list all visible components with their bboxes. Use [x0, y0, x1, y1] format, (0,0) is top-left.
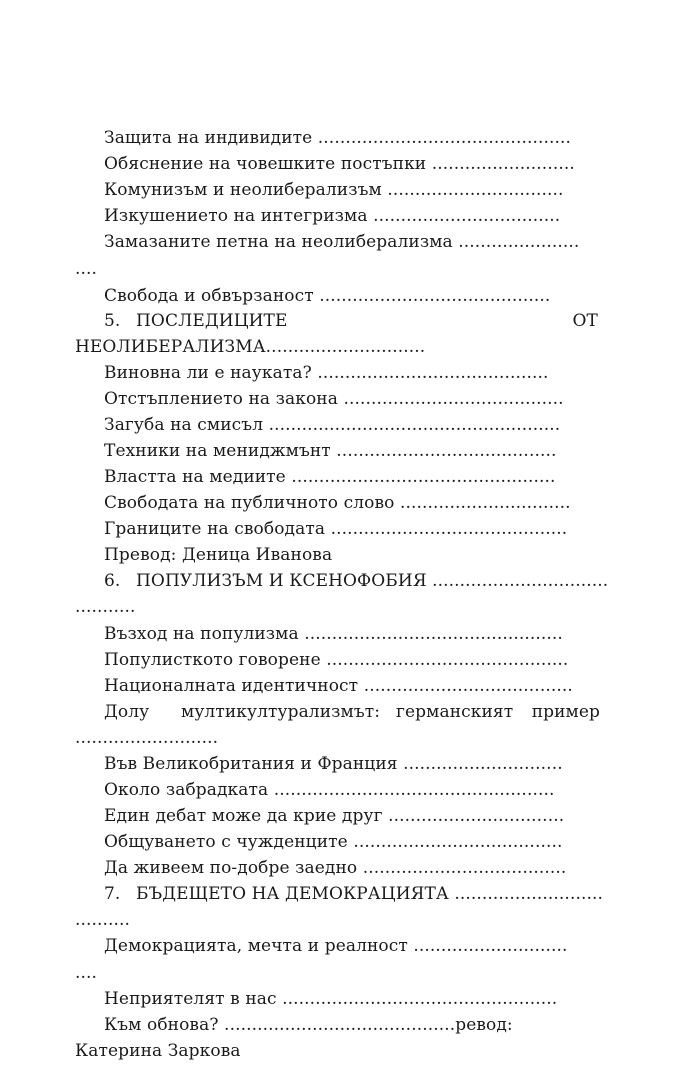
toc-entry: Възход на популизма ...............................................: [104, 624, 563, 644]
toc-entry: Защита на индивидите ..............................................: [104, 128, 571, 148]
toc-entry-continuation: ..........................: [75, 728, 219, 748]
toc-entry-continuation: ....: [75, 259, 98, 279]
toc-word: германският: [396, 702, 514, 722]
toc-word: пример: [531, 702, 600, 722]
toc-entry: Неприятелят в нас ..................................................: [104, 989, 558, 1009]
toc-entry-continuation: ....: [75, 963, 98, 983]
chapter-number: 7.: [104, 884, 121, 904]
chapter-title-part: ПОСЛЕДИЦИТЕ: [136, 311, 288, 331]
toc-entry: Виновна ли е науката? ..........................................: [104, 363, 549, 383]
toc-entry: Около забрадката ...................................................: [104, 780, 555, 800]
chapter-title-continuation: ..........: [75, 910, 131, 930]
toc-entry: Общуването с чужденците ......................................: [104, 832, 563, 852]
chapter-number: 6.: [104, 571, 121, 591]
toc-entry: Демокрацията, мечта и реалност ............................: [104, 936, 568, 956]
toc-entry: Националната идентичност ......................................: [104, 676, 573, 696]
chapter-title: ПОПУЛИЗЪМ И КСЕНОФОБИЯ ................................: [136, 571, 609, 591]
toc-word: мултикултурализмът:: [181, 702, 381, 722]
chapter-heading: 5. ПОСЛЕДИЦИТЕ ОТ: [104, 311, 598, 331]
toc-entry: Замазаните петна на неолиберализма ......................: [104, 232, 580, 252]
translator-credit: Катерина Заркова: [75, 1041, 241, 1061]
toc-entry: Комунизъм и неолиберализъм ................................: [104, 180, 564, 200]
toc-entry: Техники на мениджмънт ........................................: [104, 441, 557, 461]
toc-entry: Свобода и обвързаност ..........................................: [104, 286, 551, 306]
toc-entry: Един дебат може да крие друг ................................: [104, 806, 565, 826]
toc-entry: Към обнова? ..........................................ревод:: [104, 1015, 513, 1035]
translator-credit: Превод: Деница Иванова: [104, 545, 333, 565]
toc-entry: Свободата на публичното слово ...............................: [104, 493, 571, 513]
chapter-title-part: ОТ: [572, 311, 598, 331]
toc-entry: Популисткото говорене ............................................: [104, 650, 569, 670]
toc-entry: Във Великобритания и Франция .............................: [104, 754, 563, 774]
chapter-title-continuation: ...........: [75, 597, 136, 617]
toc-entry: Властта на медиите ................................................: [104, 467, 556, 487]
toc-entry: Границите на свободата ...........................................: [104, 519, 568, 539]
toc-entry: Изкушението на интегризма ..................................: [104, 206, 561, 226]
toc-entry: Обяснение на човешките постъпки ..........................: [104, 154, 575, 174]
toc-entry: Отстъплението на закона ........................................: [104, 389, 564, 409]
chapter-title-continuation: НЕОЛИБЕРАЛИЗМА.............................: [75, 337, 426, 357]
toc-entry: Загуба на смисъл .....................................................: [104, 415, 561, 435]
chapter-title: БЪДЕЩЕТО НА ДЕМОКРАЦИЯТА ...........................: [136, 884, 603, 904]
toc-word: Долу: [104, 702, 150, 722]
toc-entry: Да живеем по-добре заедно .....................................: [104, 858, 567, 878]
